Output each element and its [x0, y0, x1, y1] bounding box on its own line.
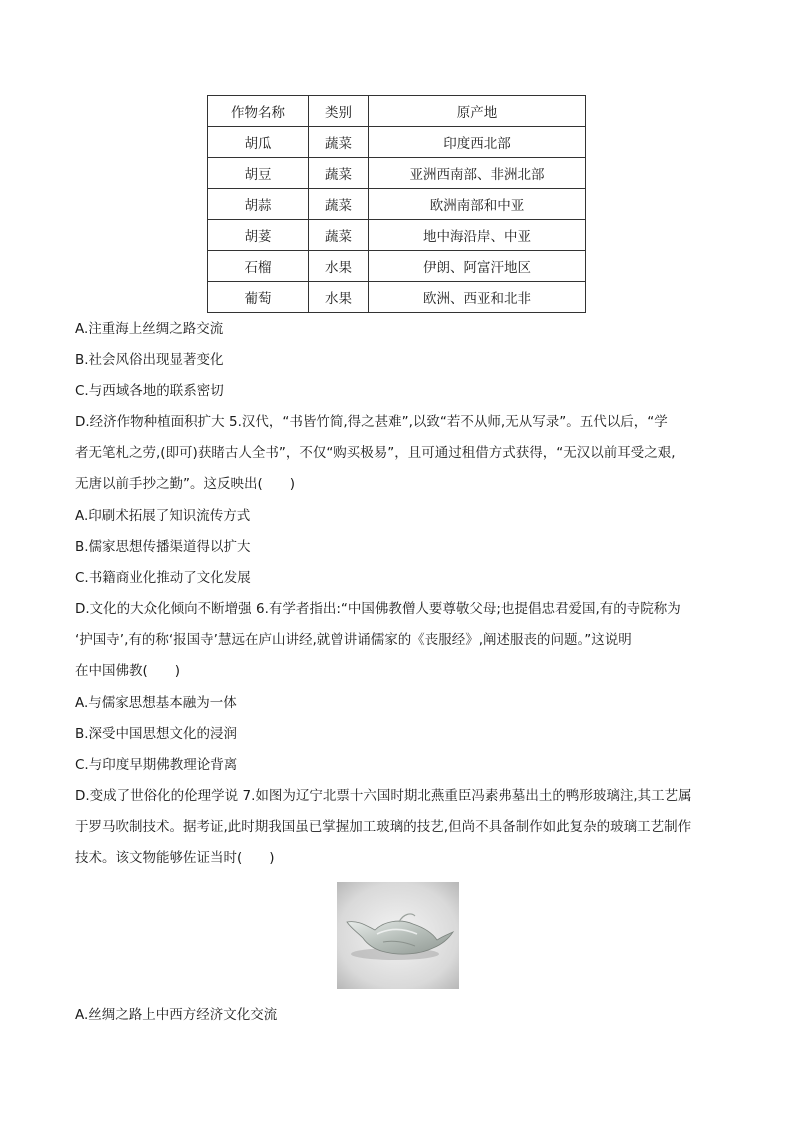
- table-cell: 胡瓜: [208, 127, 309, 158]
- table-cell: 胡豆: [208, 158, 309, 189]
- table-cell: 胡蒜: [208, 189, 309, 220]
- table-cell: 欧洲、西亚和北非: [369, 282, 586, 313]
- table-cell: 亚洲西南部、非洲北部: [369, 158, 586, 189]
- table-cell: 地中海沿岸、中亚: [369, 220, 586, 251]
- q5-option-b: B.儒家思想传播渠道得以扩大: [75, 539, 251, 555]
- q4-option-c: C.与西域各地的联系密切: [75, 383, 224, 399]
- table-cell: 蔬菜: [309, 127, 369, 158]
- table-cell: 伊朗、阿富汗地区: [369, 251, 586, 282]
- duck-shaped-glass-vessel-photo: [337, 882, 459, 989]
- q6-stem-line-3: 在中国佛教( ): [75, 663, 181, 679]
- q6-option-a: A.与儒家思想基本融为一体: [75, 695, 237, 711]
- q5-stem-line-3: 无唐以前手抄之勤”。这反映出( ): [75, 476, 296, 492]
- q6-option-c: C.与印度早期佛教理论背离: [75, 757, 238, 773]
- header-crop-name: 作物名称: [208, 96, 309, 127]
- table-cell: 蔬菜: [309, 189, 369, 220]
- header-category: 类别: [309, 96, 369, 127]
- q5-stem-line-2: 者无笔札之劳,(即可)获睹古人全书”，不仅“购买极易”，且可通过租借方式获得，“无汉以前耳受之艰,: [75, 445, 676, 461]
- table-cell: 欧洲南部和中亚: [369, 189, 586, 220]
- table-cell: 石榴: [208, 251, 309, 282]
- table-cell: 印度西北部: [369, 127, 586, 158]
- table-cell: 蔬菜: [309, 220, 369, 251]
- q5-option-a: A.印刷术拓展了知识流传方式: [75, 508, 251, 524]
- q7-stem-line-1: D.变成了世俗化的伦理学说 7.如图为辽宁北票十六国时期北燕重臣冯素弗墓出土的鸭形玻璃注,其工艺属: [75, 788, 692, 804]
- table-cell: 胡荽: [208, 220, 309, 251]
- header-origin: 原产地: [369, 96, 586, 127]
- crop-origin-table: [207, 95, 586, 313]
- table-row: [208, 220, 586, 251]
- glass-vessel-image: [337, 882, 459, 989]
- table-cell: 水果: [309, 282, 369, 313]
- table-cell: 葡萄: [208, 282, 309, 313]
- table-cell: 蔬菜: [309, 158, 369, 189]
- table-row: [208, 251, 586, 282]
- q5-stem-line-1: D.经济作物种植面积扩大 5.汉代，“书皆竹简,得之甚难”,以致“若不从师,无从写录”。五代以后，“学: [75, 414, 668, 430]
- q6-option-b: B.深受中国思想文化的浸润: [75, 726, 238, 742]
- q6-stem-line-2: ‘护国寺’,有的称‘报国寺’慧远在庐山讲经,就曾讲诵儒家的《丧服经》,阐述服丧的问题。”这说明: [75, 632, 632, 648]
- q4-option-a: A.注重海上丝绸之路交流: [75, 321, 224, 337]
- q7-stem-line-2: 于罗马吹制技术。据考证,此时期我国虽已掌握加工玻璃的技艺,但尚不具备制作如此复杂的玻璃工艺制作: [75, 819, 692, 835]
- q4-option-b: B.社会风俗出现显著变化: [75, 352, 224, 368]
- table-row: [208, 158, 586, 189]
- q5-option-c: C.书籍商业化推动了文化发展: [75, 570, 251, 586]
- table-row: [208, 282, 586, 313]
- q7-stem-line-3: 技术。该文物能够佐证当时( ): [75, 850, 275, 866]
- table-cell: 水果: [309, 251, 369, 282]
- q7-option-a: A.丝绸之路上中西方经济文化交流: [75, 1007, 278, 1023]
- table-row: [208, 127, 586, 158]
- table-row: [208, 189, 586, 220]
- table-header-row: [208, 96, 586, 127]
- q6-stem-line-1: D.文化的大众化倾向不断增强 6.有学者指出:“中国佛教僧人要尊敬父母;也提倡忠君爱国,有的寺院称为: [75, 601, 681, 617]
